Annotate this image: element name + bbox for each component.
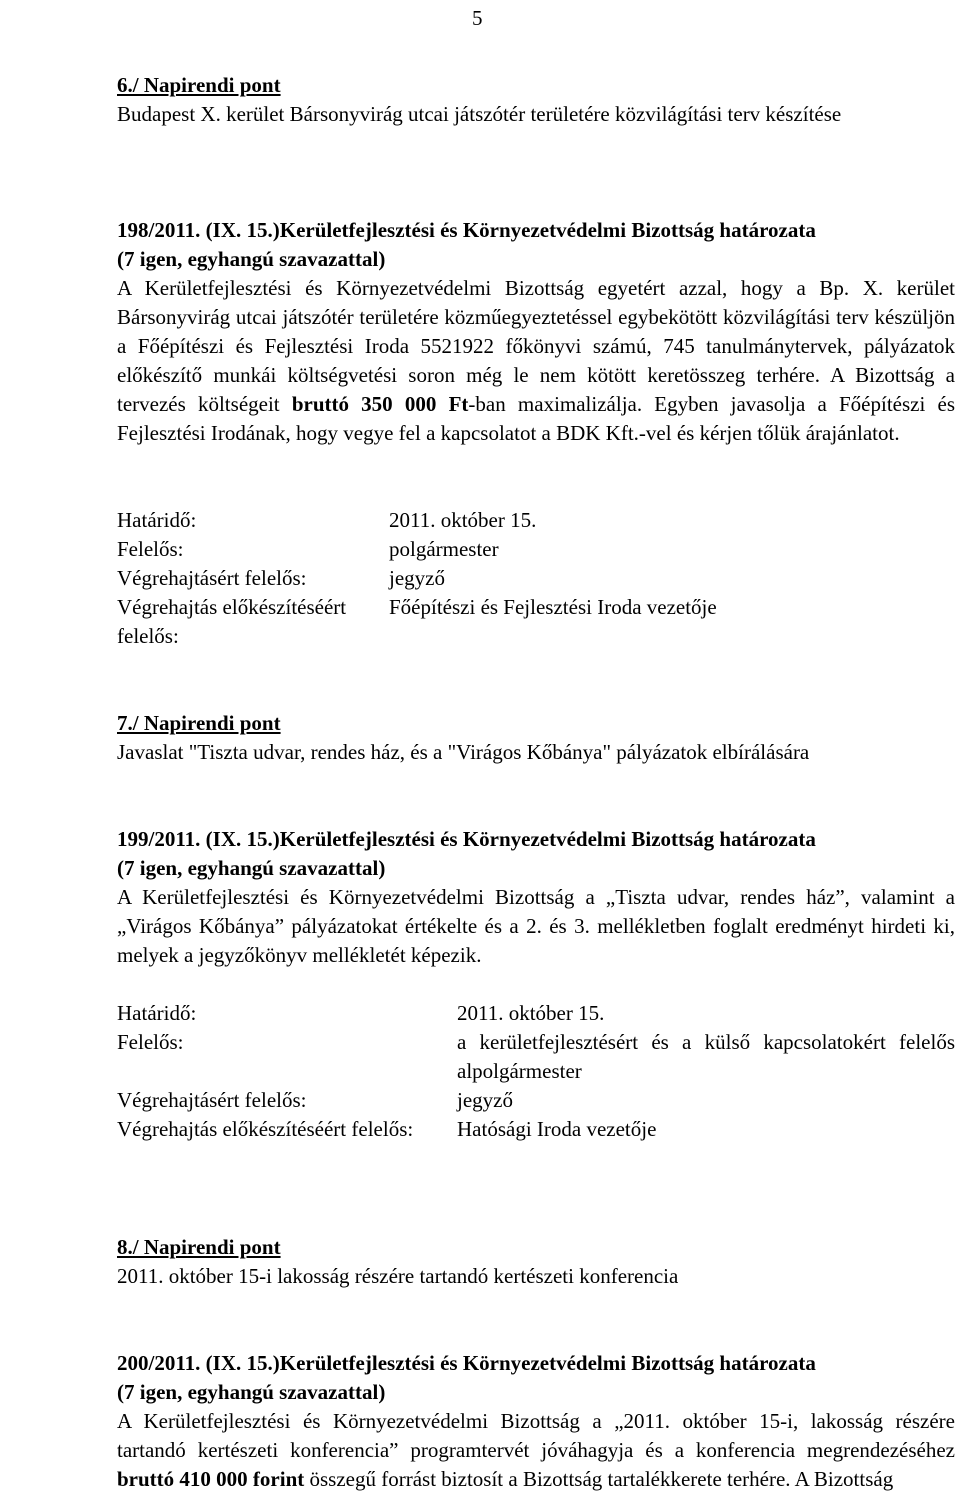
agenda-item-8-header (117, 1233, 955, 1291)
execution-value: jegyző (457, 1088, 513, 1112)
execution-value: jegyző (389, 566, 445, 590)
resolution-200-body-text-1: A Kerületfejlesztési és Környezetvédelmi Bizottság a „2011. október 15-i, lakosság részére tartandó kertészeti konferencia” programtervét jóváhagyja és a konferencia megrendezéséhez (117, 1409, 955, 1462)
resolution-198-vote: (7 igen, egyhangú szavazattal) (117, 247, 386, 271)
preparation-row (117, 1115, 955, 1144)
resolution-198 (117, 216, 955, 448)
resolution-199 (117, 825, 955, 970)
resolution-198-body-text-2: -ban maximalizálja. Egyben javasolja a Főépítészi és Fejlesztési Irodának, hogy vegye fel a kapcsolatot a BDK Kft.-vel és kérjen tőlük árajánlatot. (117, 392, 955, 445)
agenda-item-6-subject: Budapest X. kerület Bársonyvirág utcai játszótér területére közvilágítási terv készítése (117, 102, 842, 126)
resolution-198-body (117, 274, 955, 448)
preparation-label: Végrehajtás előkészítéséért felelős: (117, 595, 347, 648)
resolution-199-body: A Kerületfejlesztési és Környezetvédelmi Bizottság a „Tiszta udvar, rendes ház”, valamint a „Virágos Kőbánya” pályázatokat értékelte és a 2. és 3. mellékletben foglalt eredményt hirdeti ki, melyek a jegyzőkönyv mellékletét képezik. (117, 885, 955, 967)
agenda-item-6-header (117, 71, 955, 129)
resolution-200-body (117, 1407, 955, 1494)
deadline-value: 2011. október 15. (457, 1001, 605, 1025)
responsible-label: Felelős: (117, 537, 184, 561)
resolution-198-responsibilities (117, 506, 955, 651)
resolution-200-vote: (7 igen, egyhangú szavazattal) (117, 1380, 386, 1404)
preparation-row (117, 593, 955, 651)
responsible-row (117, 535, 955, 564)
execution-row (117, 564, 955, 593)
page-number: 5 (472, 6, 483, 30)
resolution-200-title: 200/2011. (IX. 15.)Kerületfejlesztési és Környezetvédelmi Bizottság határozata (117, 1351, 816, 1375)
agenda-item-8-subject: 2011. október 15-i lakosság részére tartandó kertészeti konferencia (117, 1264, 679, 1288)
deadline-row (117, 999, 955, 1028)
resolution-198-title: 198/2011. (IX. 15.)Kerületfejlesztési és Környezetvédelmi Bizottság határozata (117, 218, 816, 242)
deadline-label: Határidő: (117, 1001, 197, 1025)
resolution-198-body-text-1: A Kerületfejlesztési és Környezetvédelmi Bizottság egyetért azzal, hogy a Bp. X. kerület Bársonyvirág utcai játszótér területére közműegyeztetéssel egybekötött közvilágítási terv készüljön a Főépítészi és Fejlesztési Iroda 5521922 főkönyvi számú, 745 tanulmánytervek, pályázatok előkészítő munkái költségvetési soron még le nem kötött keretösszeg terhére. A Bizottság a tervezés költségeit (117, 276, 955, 416)
agenda-item-6-title: 6./ Napirendi pont (117, 73, 281, 97)
resolution-200-amount: bruttó 410 000 forint (117, 1467, 305, 1491)
responsible-row (117, 1028, 955, 1086)
preparation-value: Főépítészi és Fejlesztési Iroda vezetője (389, 595, 717, 619)
preparation-label: Végrehajtás előkészítéséért felelős: (117, 1117, 414, 1141)
resolution-199-responsibilities (117, 999, 955, 1144)
responsible-label: Felelős: (117, 1030, 184, 1054)
deadline-value: 2011. október 15. (389, 508, 537, 532)
resolution-198-amount: bruttó 350 000 Ft (291, 392, 469, 416)
agenda-item-7-title: 7./ Napirendi pont (117, 711, 281, 735)
agenda-item-8-title: 8./ Napirendi pont (117, 1235, 281, 1259)
responsible-value: a kerületfejlesztésért és a külső kapcsolatokért felelős alpolgármester (457, 1030, 955, 1083)
preparation-value: Hatósági Iroda vezetője (457, 1117, 657, 1141)
resolution-199-vote: (7 igen, egyhangú szavazattal) (117, 856, 386, 880)
deadline-row (117, 506, 955, 535)
resolution-200 (117, 1349, 955, 1494)
deadline-label: Határidő: (117, 508, 197, 532)
responsible-value: polgármester (389, 537, 499, 561)
resolution-199-title: 199/2011. (IX. 15.)Kerületfejlesztési és Környezetvédelmi Bizottság határozata (117, 827, 816, 851)
agenda-item-7-header (117, 709, 955, 767)
execution-row (117, 1086, 955, 1115)
resolution-200-body-text-2: összegű forrást biztosít a Bizottság tartalékkerete terhére. A Bizottság (304, 1467, 894, 1491)
execution-label: Végrehajtásért felelős: (117, 1088, 307, 1112)
agenda-item-7-subject: Javaslat "Tiszta udvar, rendes ház, és a "Virágos Kőbánya" pályázatok elbírálására (117, 740, 810, 764)
execution-label: Végrehajtásért felelős: (117, 566, 307, 590)
